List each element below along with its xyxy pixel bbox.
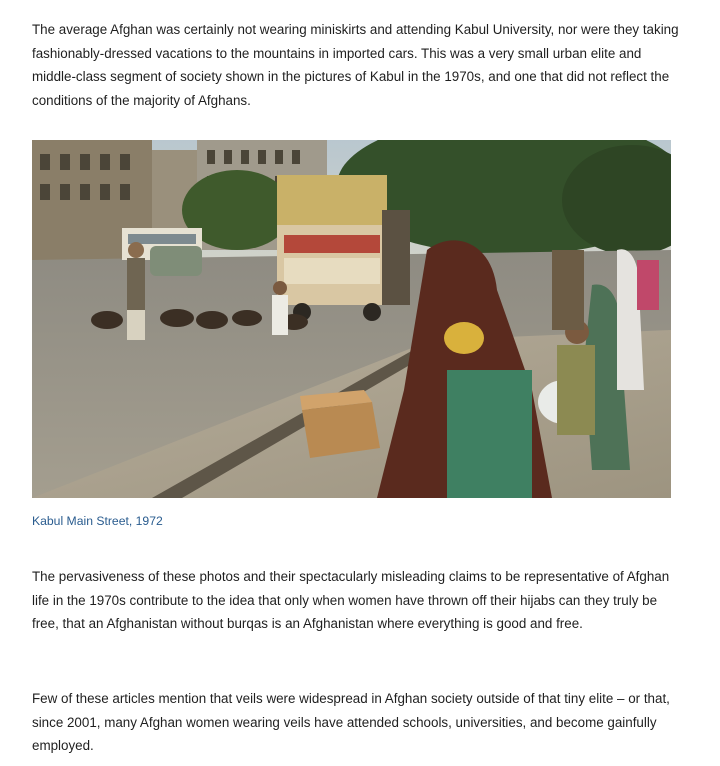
paragraph-3: Few of these articles mention that veils were widespread in Afghan society outside of that tiny elite – or that, since 2001, many Afghan women wearing veils have attended schools, universities, and become gainfully employed. xyxy=(32,691,670,753)
photo-caption: Kabul Main Street, 1972 xyxy=(32,514,163,528)
paragraph-1: The average Afghan was certainly not wearing miniskirts and attending Kabul University, nor were they taking fashionably-dressed vacations to the mountains in imported cars. This was a very small urban elite and middle-class segment of society shown in the pictures of Kabul in the 1970s, and one that did not reflect the conditions of the majority of Afghans. xyxy=(32,22,679,108)
street-photo xyxy=(32,140,671,498)
paragraph-2: The pervasiveness of these photos and their spectacularly misleading claims to be representative of Afghan life in the 1970s contribute to the idea that only when women have thrown off their hijabs can they truly be free, that an Afghanistan without burqas is an Afghanistan where everything is good and free. xyxy=(32,569,670,631)
